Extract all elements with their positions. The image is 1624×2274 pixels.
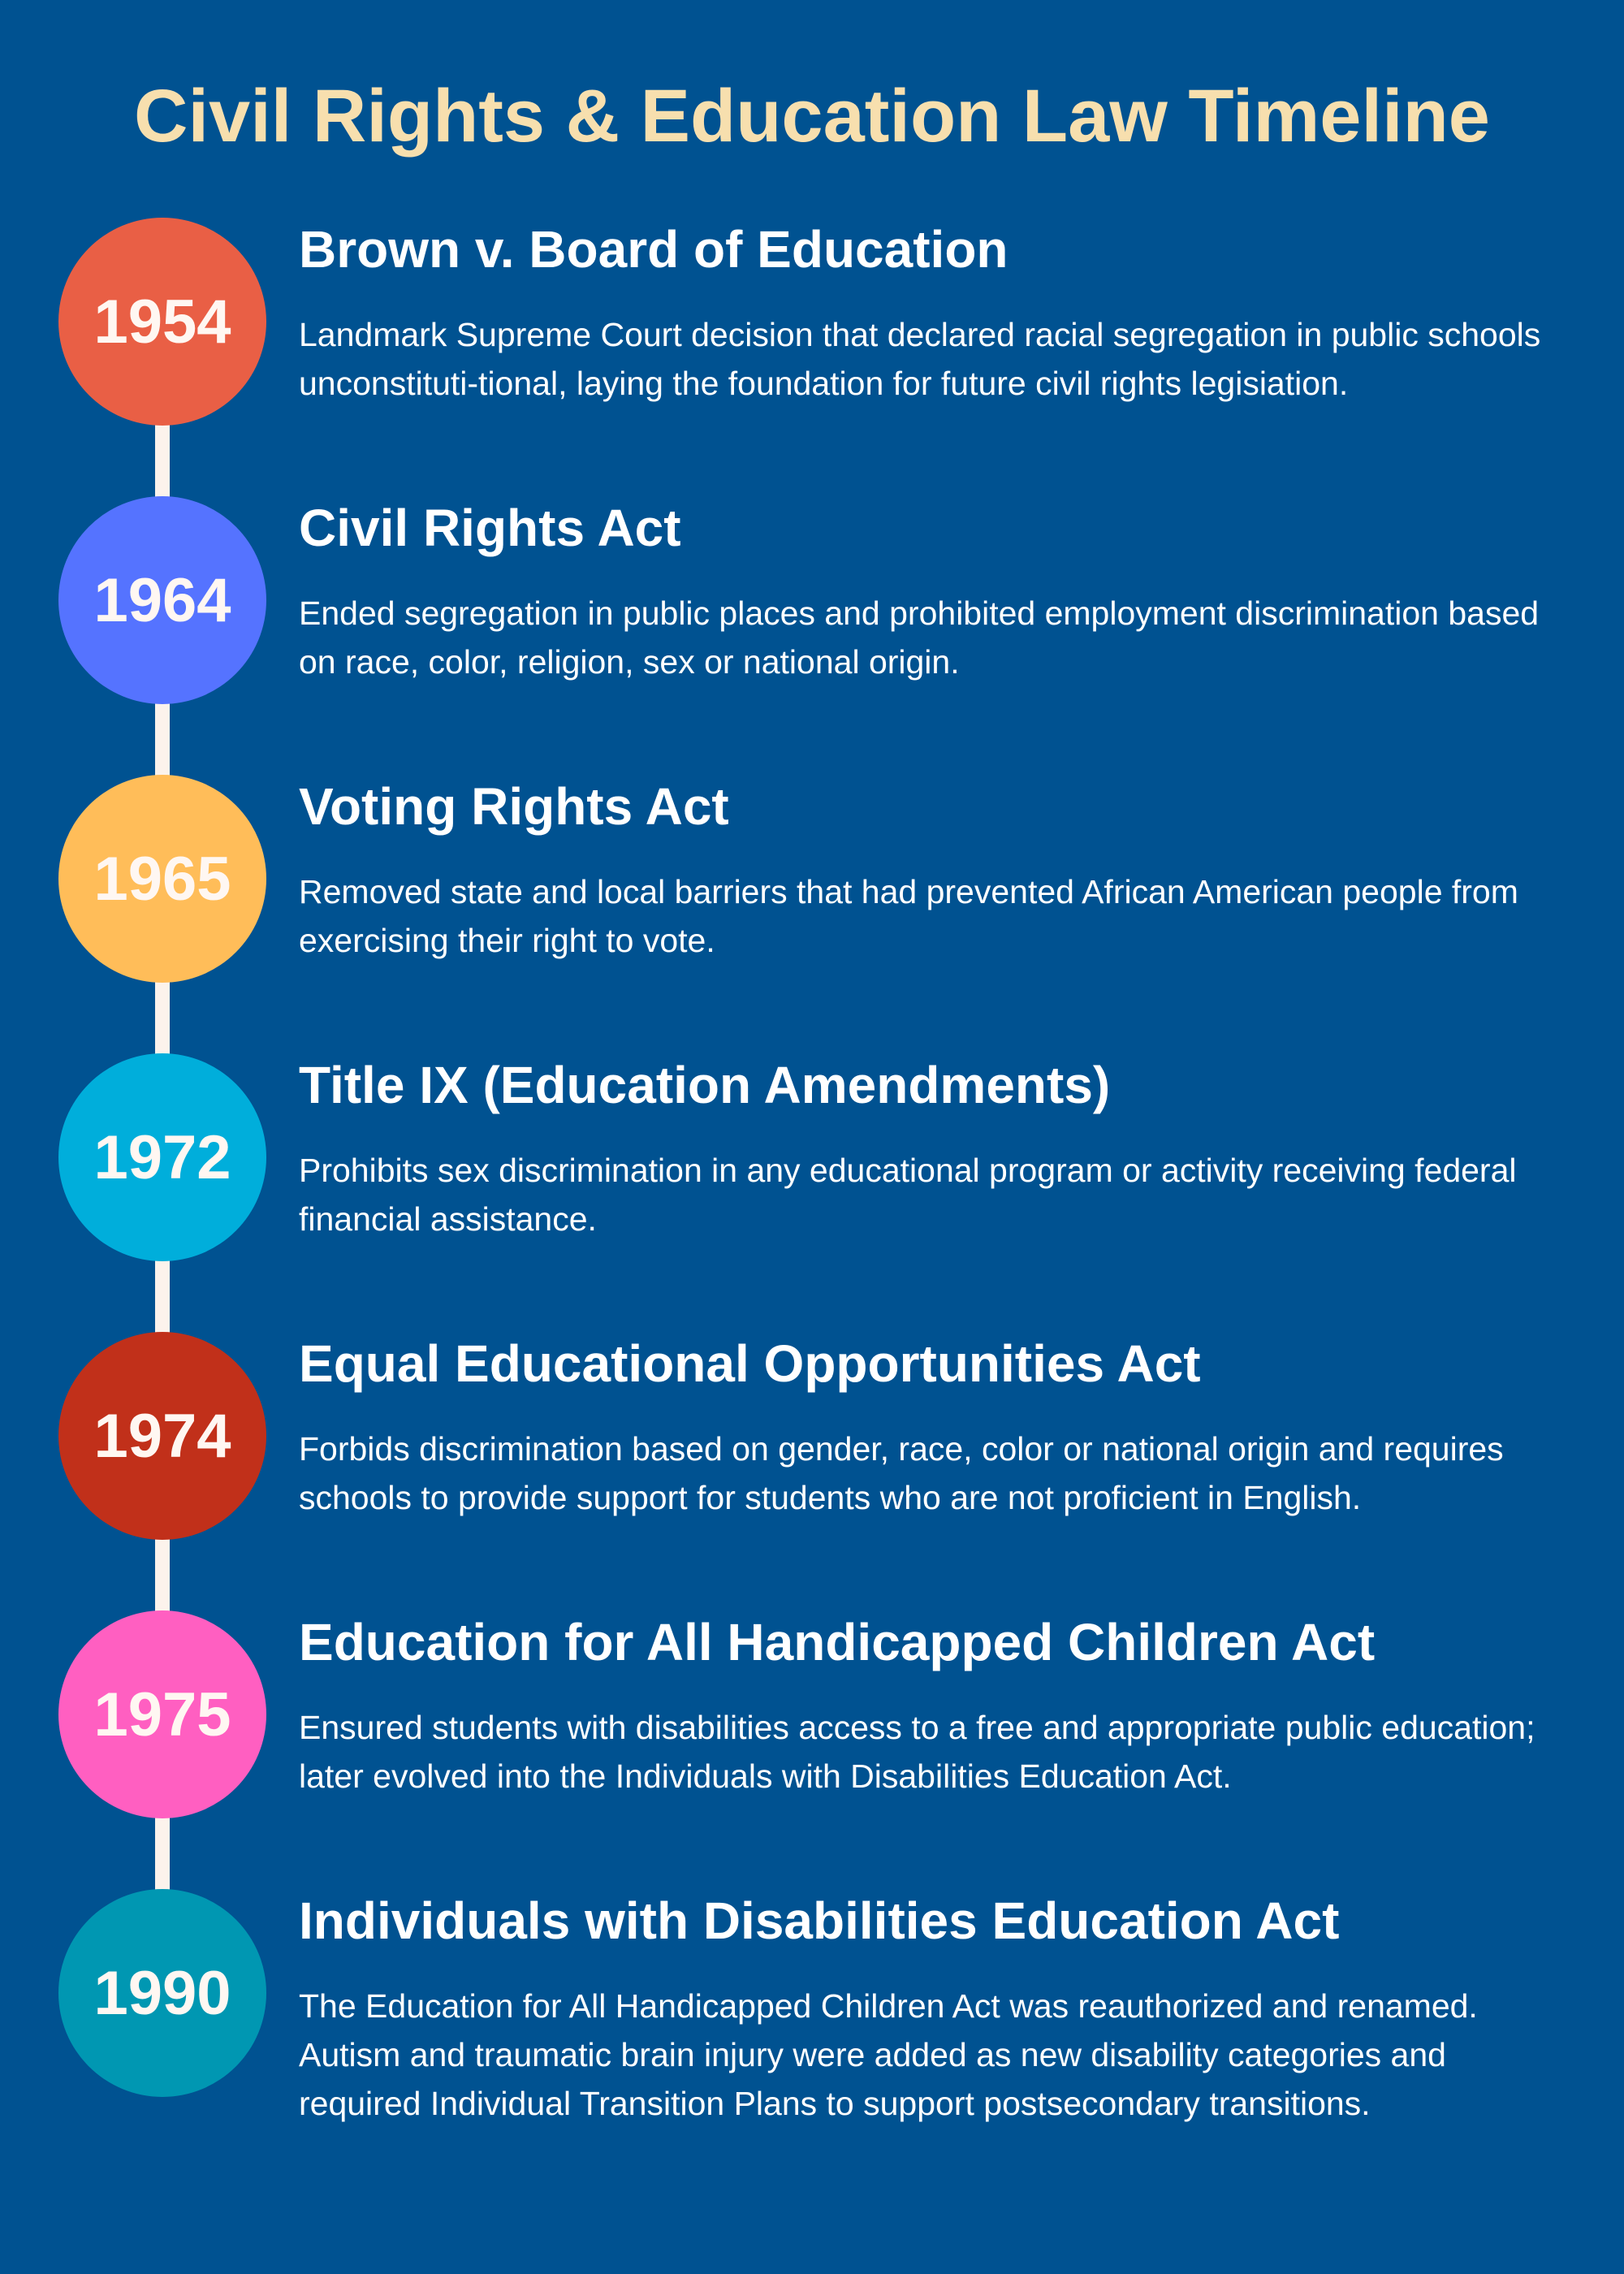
event-description: Prohibits sex discrimination in any educational program or activity receiving federal financial assistance. bbox=[299, 1152, 1517, 1238]
event-text bbox=[299, 1610, 1549, 1801]
event-text bbox=[299, 1053, 1549, 1243]
year-label: 1974 bbox=[93, 1401, 231, 1471]
event-heading: Civil Rights Act bbox=[299, 499, 681, 557]
year-label: 1954 bbox=[93, 287, 231, 357]
event-description: The Education for All Handicapped Children Act was reauthorized and renamed. Autism and traumatic brain injury were added as new disability categories and required Individual Transition Plans to support postsecondary transitions. bbox=[299, 1987, 1478, 2122]
page-title: Civil Rights & Education Law Timeline bbox=[134, 75, 1490, 158]
year-badge bbox=[58, 1332, 266, 1540]
year-badge bbox=[58, 1889, 266, 2097]
year-label: 1975 bbox=[93, 1680, 231, 1749]
event-heading: Equal Educational Opportunities Act bbox=[299, 1334, 1201, 1393]
year-label: 1964 bbox=[93, 565, 231, 635]
year-badge bbox=[58, 775, 266, 983]
event-heading: Brown v. Board of Education bbox=[299, 220, 1009, 279]
event-description: Ensured students with disabilities access to a free and appropriate public education; later evolved into the Individuals with Disabilities Education Act. bbox=[299, 1709, 1535, 1795]
year-badge bbox=[58, 1610, 266, 1818]
event-heading: Education for All Handicapped Children Act bbox=[299, 1613, 1376, 1671]
event-text bbox=[299, 496, 1549, 686]
event-description: Removed state and local barriers that had prevented African American people from exercising their right to vote. bbox=[299, 873, 1518, 959]
event-text bbox=[299, 1332, 1549, 1522]
year-badge bbox=[58, 496, 266, 704]
year-badge bbox=[58, 1053, 266, 1261]
event-heading: Individuals with Disabilities Education Act bbox=[299, 1891, 1340, 1950]
event-text bbox=[299, 775, 1549, 965]
year-label: 1972 bbox=[93, 1122, 231, 1192]
event-text bbox=[299, 1889, 1549, 2128]
event-text bbox=[299, 218, 1549, 408]
event-heading: Title IX (Education Amendments) bbox=[299, 1056, 1111, 1114]
event-description: Ended segregation in public places and prohibited employment discrimination based on race, color, religion, sex or national origin. bbox=[299, 594, 1540, 681]
event-heading: Voting Rights Act bbox=[299, 777, 729, 836]
year-label: 1965 bbox=[93, 844, 231, 914]
event-description: Landmark Supreme Court decision that declared racial segregation in public schools unconstituti-tional, laying the foundation for future civil rights legisiation. bbox=[299, 316, 1541, 402]
year-badge bbox=[58, 218, 266, 426]
year-label: 1990 bbox=[93, 1958, 231, 2028]
event-description: Forbids discrimination based on gender, race, color or national origin and requires schools to provide support for students who are not proficient in English. bbox=[299, 1430, 1504, 1516]
